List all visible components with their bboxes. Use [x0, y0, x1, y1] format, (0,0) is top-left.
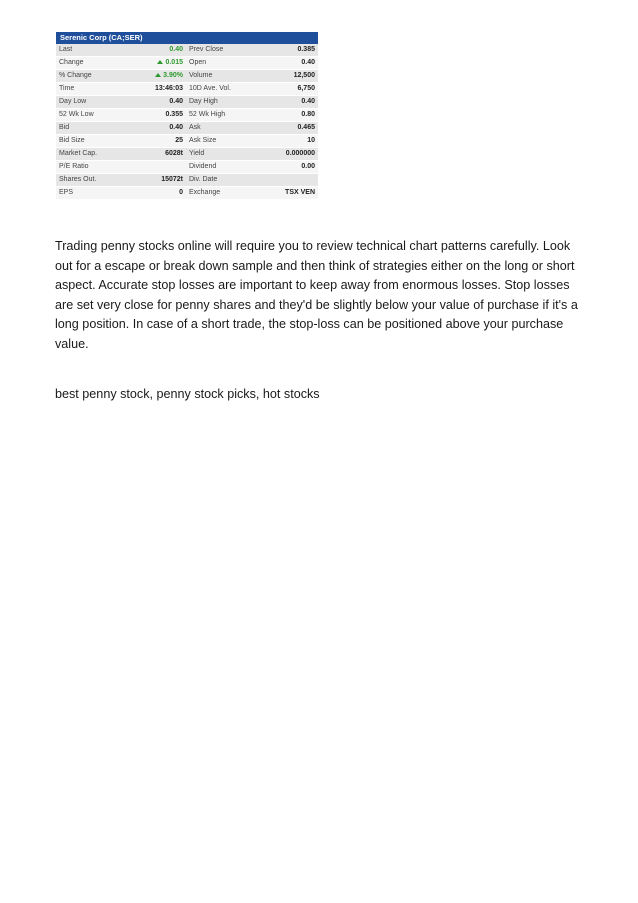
up-arrow-icon: [155, 73, 161, 77]
quote-label: Market Cap.: [56, 148, 131, 161]
quote-value: 13:46:03: [131, 83, 186, 96]
quote-value: [256, 174, 318, 187]
quote-row: [56, 109, 318, 122]
quote-value: 0.355: [131, 109, 186, 122]
quote-label: Open: [186, 57, 256, 70]
quote-value: 0.80: [256, 109, 318, 122]
quote-row: [56, 57, 318, 70]
quote-label: Last: [56, 44, 131, 57]
quote-label: % Change: [56, 70, 131, 83]
quote-row: [56, 83, 318, 96]
up-arrow-icon: [157, 60, 163, 64]
quote-label: P/E Ratio: [56, 161, 131, 174]
quote-value: 0.00: [256, 161, 318, 174]
quote-row: [56, 174, 318, 187]
quote-label: Day Low: [56, 96, 131, 109]
quote-label: Change: [56, 57, 131, 70]
quote-value: [131, 57, 186, 70]
quote-label: Bid Size: [56, 135, 131, 148]
quote-row: [56, 148, 318, 161]
quote-row: [56, 70, 318, 83]
quote-row: [56, 44, 318, 57]
quote-value: 6028t: [131, 148, 186, 161]
quote-value: 0.465: [256, 122, 318, 135]
quote-value: 0.40: [256, 57, 318, 70]
quote-value: 0.40: [131, 122, 186, 135]
quote-value: 0.40: [256, 96, 318, 109]
quote-label: Volume: [186, 70, 256, 83]
stock-quote-table: [56, 32, 318, 200]
quote-value: 12,500: [256, 70, 318, 83]
quote-row: [56, 122, 318, 135]
article-paragraph: Trading penny stocks online will require you to review technical chart patterns carefully. Look out for a escape or break down sample and then think of strategies either on the long or short aspect. Accurate stop losses are important to keep away from enormous losses. Stop losses are set very close for penny shares and they'd be slightly below your value of purchase if it's a long position. In case of a short trade, the stop-loss can be positioned above your purchase value.: [55, 239, 578, 351]
quote-label: Day High: [186, 96, 256, 109]
quote-label: Ask: [186, 122, 256, 135]
percent-change-value: 3.90%: [163, 72, 183, 79]
quote-title: Serenic Corp (CA;SER): [56, 32, 318, 44]
quote-label: Time: [56, 83, 131, 96]
quote-value: 15072t: [131, 174, 186, 187]
quote-value: [131, 70, 186, 83]
quote-value: 6,750: [256, 83, 318, 96]
quote-row: [56, 161, 318, 174]
quote-label: Shares Out.: [56, 174, 131, 187]
quote-row: [56, 96, 318, 109]
quote-label: 52 Wk High: [186, 109, 256, 122]
quote-value: 10: [256, 135, 318, 148]
quote-value: 0.40: [131, 44, 186, 57]
quote-label: Ask Size: [186, 135, 256, 148]
quote-label: Exchange: [186, 187, 256, 200]
quote-row: [56, 135, 318, 148]
quote-value: TSX VEN: [256, 187, 318, 200]
quote-value: 0.40: [131, 96, 186, 109]
quote-label: Div. Date: [186, 174, 256, 187]
quote-value: 0: [131, 187, 186, 200]
quote-value: 25: [131, 135, 186, 148]
quote-label: Prev Close: [186, 44, 256, 57]
article-tags: best penny stock, penny stock picks, hot stocks: [55, 387, 320, 401]
quote-value: 0.000000: [256, 148, 318, 161]
quote-label: 10D Ave. Vol.: [186, 83, 256, 96]
quote-label: Yield: [186, 148, 256, 161]
quote-value: [131, 161, 186, 174]
quote-row: [56, 187, 318, 200]
quote-label: 52 Wk Low: [56, 109, 131, 122]
quote-value: 0.385: [256, 44, 318, 57]
change-value: 0.015: [165, 59, 183, 66]
quote-label: Bid: [56, 122, 131, 135]
quote-grid: [56, 44, 318, 200]
quote-label: Dividend: [186, 161, 256, 174]
quote-label: EPS: [56, 187, 131, 200]
